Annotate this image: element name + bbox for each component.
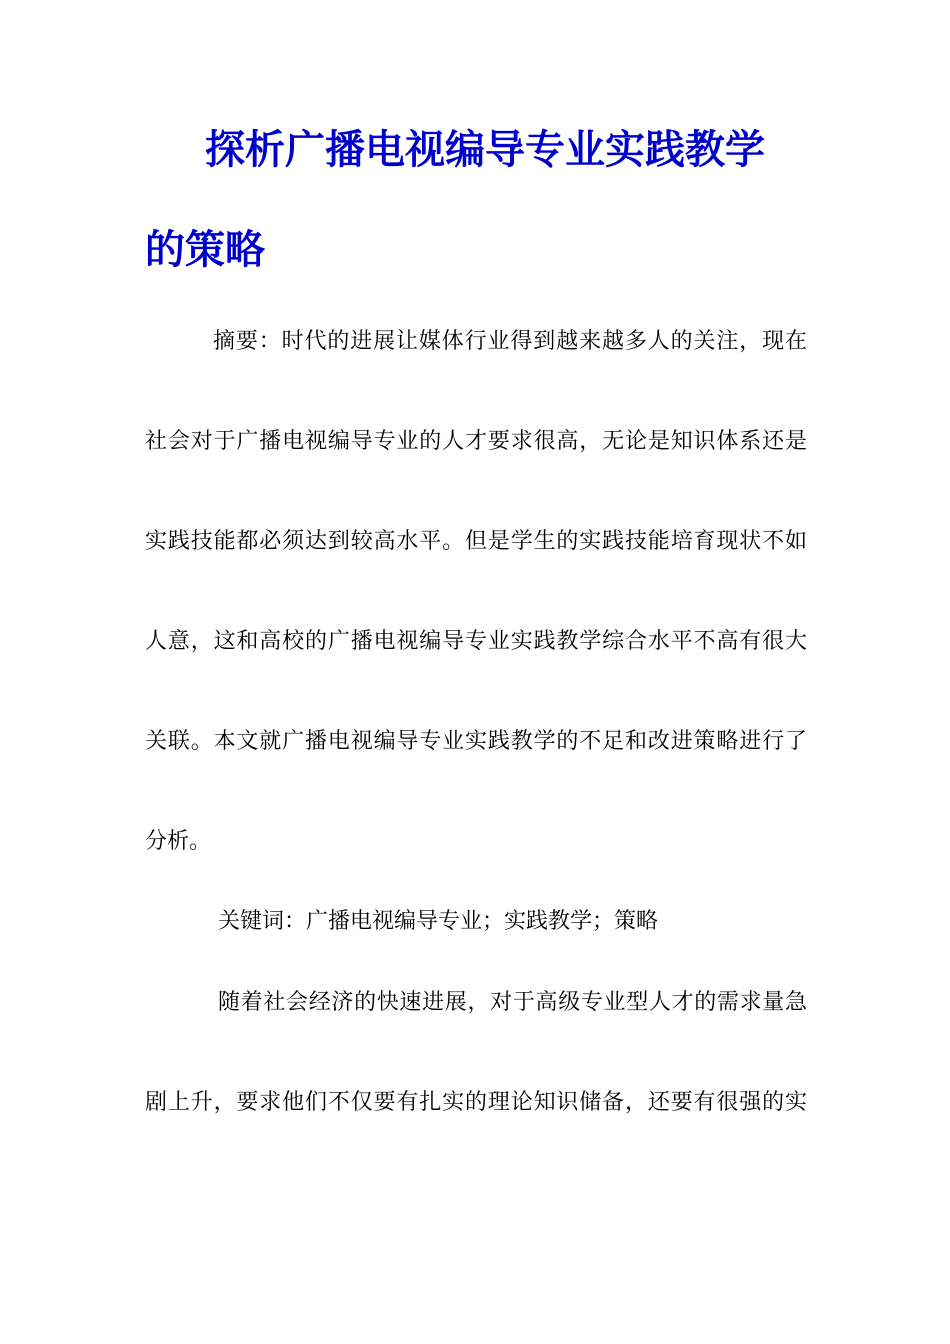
abstract-line-6: 分析。 xyxy=(145,829,212,854)
abstract-line-5: 关联。本文就广播电视编导专业实践教学的不足和改进策略进行了 xyxy=(145,729,807,754)
body-line-2: 剧上升，要求他们不仅要有扎实的理论知识储备，还要有很强的实 xyxy=(145,1090,807,1115)
abstract-line-2: 社会对于广播电视编导专业的人才要求很高，无论是知识体系还是 xyxy=(145,429,807,454)
document-title-line-2: 的策略 xyxy=(145,227,265,273)
abstract-line-1: 摘要：时代的进展让媒体行业得到越来越多人的关注，现在 xyxy=(213,329,807,354)
keywords-line: 关键词：广播电视编导专业；实践教学；策略 xyxy=(218,909,659,934)
body-line-1: 随着社会经济的快速进展，对于高级专业型人才的需求量急 xyxy=(218,990,807,1015)
abstract-line-4: 人意，这和高校的广播电视编导专业实践教学综合水平不高有很大 xyxy=(145,629,807,654)
abstract-line-3: 实践技能都必须达到较高水平。但是学生的实践技能培育现状不如 xyxy=(145,529,807,554)
document-title-line-1: 探析广播电视编导专业实践教学 xyxy=(205,127,765,173)
